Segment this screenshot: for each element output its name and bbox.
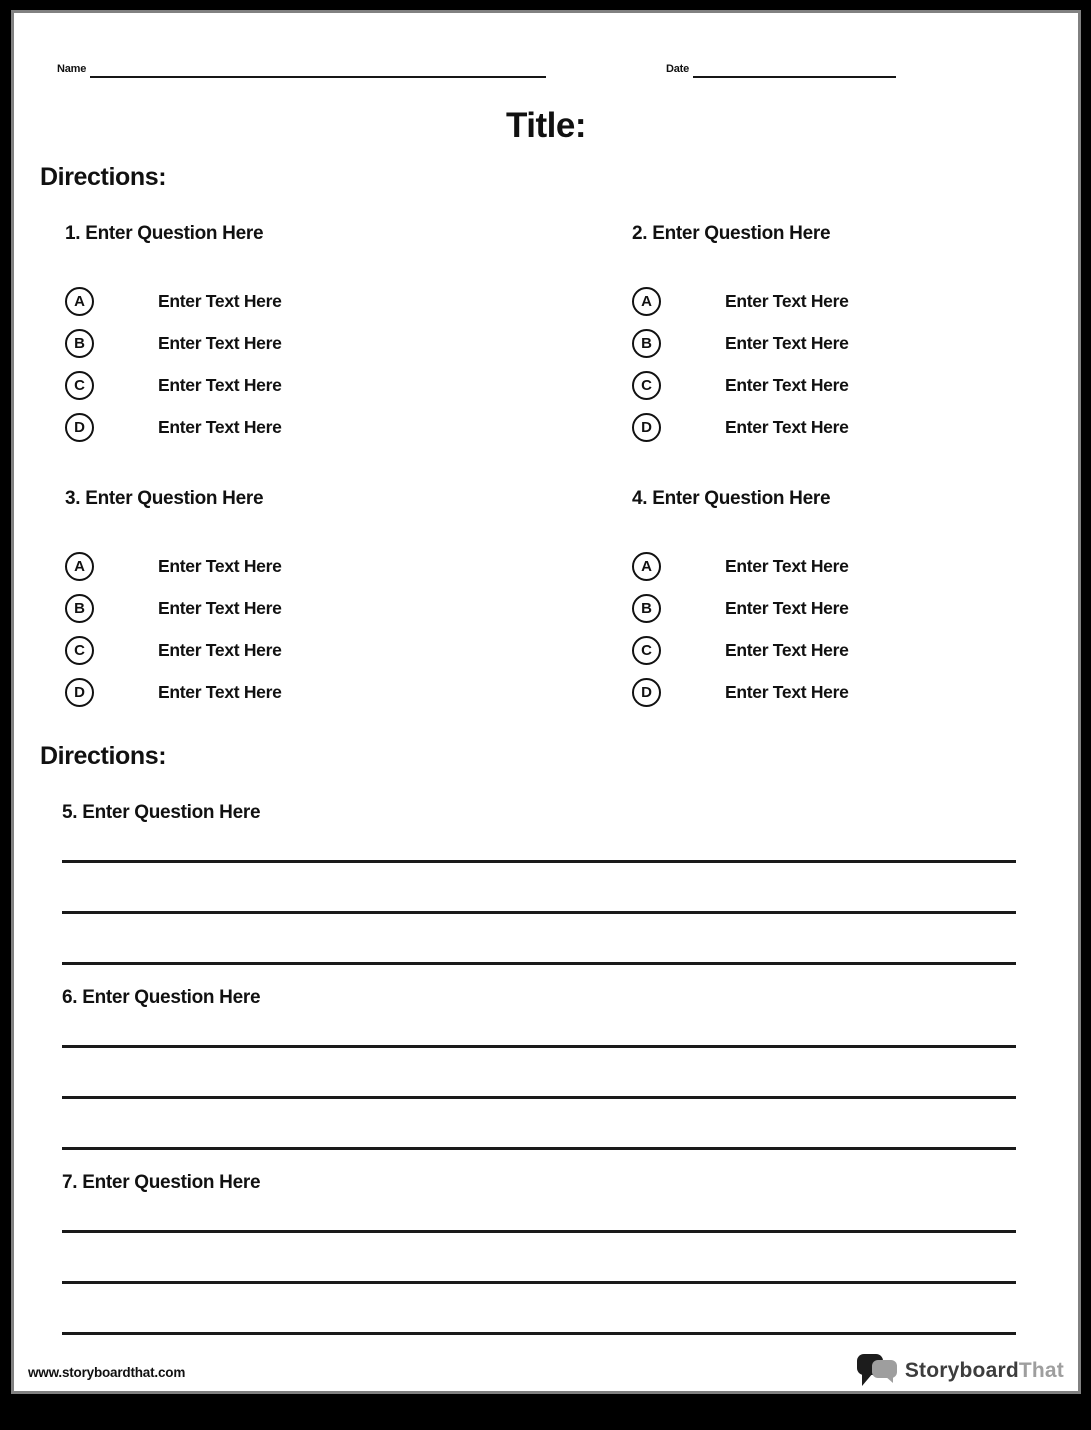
option-text[interactable]: Enter Text Here	[158, 639, 282, 660]
directions-heading-bottom[interactable]: Directions:	[40, 742, 167, 770]
logo-wordmark	[905, 1359, 1064, 1383]
option-text[interactable]: Enter Text Here	[725, 332, 849, 353]
options-list	[632, 280, 1091, 448]
open-question-5	[62, 800, 1016, 965]
option-text[interactable]: Enter Text Here	[158, 597, 282, 618]
option-bubble-c[interactable]	[65, 636, 94, 665]
answer-line-1[interactable]	[62, 1230, 1016, 1233]
option-text[interactable]: Enter Text Here	[725, 639, 849, 660]
option-row-b	[632, 587, 1091, 629]
option-text[interactable]: Enter Text Here	[725, 374, 849, 395]
name-label: Name	[57, 63, 87, 75]
option-letter: A	[74, 557, 85, 575]
question-label[interactable]: 7. Enter Question Here	[62, 1172, 261, 1193]
option-text[interactable]: Enter Text Here	[725, 681, 849, 702]
option-bubble-d[interactable]	[632, 678, 661, 707]
answer-line-2[interactable]	[62, 1281, 1016, 1284]
option-text[interactable]: Enter Text Here	[158, 416, 282, 437]
option-letter: C	[74, 641, 85, 659]
option-bubble-b[interactable]	[65, 594, 94, 623]
option-row-a	[65, 280, 545, 322]
options-list	[65, 545, 545, 713]
option-text[interactable]: Enter Text Here	[158, 681, 282, 702]
option-text[interactable]: Enter Text Here	[158, 332, 282, 353]
option-bubble-d[interactable]	[65, 678, 94, 707]
option-row-a	[632, 280, 1091, 322]
option-letter: A	[641, 292, 652, 310]
option-letter: D	[641, 683, 652, 701]
option-row-d	[65, 406, 545, 448]
answer-line-2[interactable]	[62, 911, 1016, 914]
date-label: Date	[666, 63, 690, 75]
option-bubble-c[interactable]	[65, 371, 94, 400]
speech-bubbles-icon	[857, 1353, 897, 1389]
question-label[interactable]: 3. Enter Question Here	[65, 488, 264, 509]
question-label[interactable]: 1. Enter Question Here	[65, 223, 264, 244]
option-letter: C	[74, 376, 85, 394]
option-bubble-d[interactable]	[632, 413, 661, 442]
option-bubble-c[interactable]	[632, 371, 661, 400]
open-question-7	[62, 1170, 1016, 1335]
option-letter: D	[641, 418, 652, 436]
mc-question-3	[65, 486, 545, 713]
option-letter: C	[641, 641, 652, 659]
options-list	[632, 545, 1091, 713]
question-label[interactable]: 6. Enter Question Here	[62, 987, 261, 1008]
option-row-c	[65, 364, 545, 406]
option-row-d	[632, 406, 1091, 448]
option-row-b	[632, 322, 1091, 364]
option-letter: D	[74, 683, 85, 701]
option-text[interactable]: Enter Text Here	[725, 597, 849, 618]
option-letter: A	[74, 292, 85, 310]
page-title[interactable]: Title:	[506, 106, 586, 145]
option-text[interactable]: Enter Text Here	[725, 290, 849, 311]
option-letter: B	[74, 334, 85, 352]
option-bubble-a[interactable]	[65, 552, 94, 581]
option-bubble-b[interactable]	[632, 594, 661, 623]
option-letter: A	[641, 557, 652, 575]
mc-question-4	[632, 486, 1091, 713]
option-row-c	[65, 629, 545, 671]
question-label[interactable]: 4. Enter Question Here	[632, 488, 831, 509]
option-row-c	[632, 364, 1091, 406]
mc-question-1	[65, 221, 545, 448]
directions-heading-top[interactable]: Directions:	[40, 163, 167, 191]
option-bubble-a[interactable]	[632, 287, 661, 316]
name-line[interactable]	[90, 76, 546, 78]
answer-line-1[interactable]	[62, 1045, 1016, 1048]
option-row-a	[632, 545, 1091, 587]
option-bubble-a[interactable]	[65, 287, 94, 316]
option-row-a	[65, 545, 545, 587]
answer-line-2[interactable]	[62, 1096, 1016, 1099]
option-text[interactable]: Enter Text Here	[725, 555, 849, 576]
option-letter: B	[641, 334, 652, 352]
option-row-d	[632, 671, 1091, 713]
option-bubble-d[interactable]	[65, 413, 94, 442]
option-text[interactable]: Enter Text Here	[158, 290, 282, 311]
option-letter: C	[641, 376, 652, 394]
option-row-b	[65, 322, 545, 364]
option-bubble-b[interactable]	[65, 329, 94, 358]
question-label[interactable]: 2. Enter Question Here	[632, 223, 831, 244]
option-text[interactable]: Enter Text Here	[158, 374, 282, 395]
option-letter: B	[641, 599, 652, 617]
logo-text-that: That	[1018, 1359, 1064, 1382]
website-url: www.storyboardthat.com	[28, 1365, 186, 1380]
option-row-d	[65, 671, 545, 713]
answer-line-3[interactable]	[62, 962, 1016, 965]
answer-line-3[interactable]	[62, 1332, 1016, 1335]
open-question-6	[62, 985, 1016, 1150]
option-text[interactable]: Enter Text Here	[158, 555, 282, 576]
option-row-c	[632, 629, 1091, 671]
option-letter: D	[74, 418, 85, 436]
option-text[interactable]: Enter Text Here	[725, 416, 849, 437]
logo-text-storyboard: Storyboard	[904, 1359, 1019, 1382]
date-line[interactable]	[693, 76, 896, 78]
option-bubble-a[interactable]	[632, 552, 661, 581]
option-bubble-b[interactable]	[632, 329, 661, 358]
option-row-b	[65, 587, 545, 629]
option-letter: B	[74, 599, 85, 617]
question-label[interactable]: 5. Enter Question Here	[62, 802, 261, 823]
storyboardthat-logo	[857, 1353, 1064, 1389]
option-bubble-c[interactable]	[632, 636, 661, 665]
answer-line-3[interactable]	[62, 1147, 1016, 1150]
options-list	[65, 280, 545, 448]
mc-question-2	[632, 221, 1091, 448]
answer-line-1[interactable]	[62, 860, 1016, 863]
worksheet-page	[11, 10, 1081, 1394]
